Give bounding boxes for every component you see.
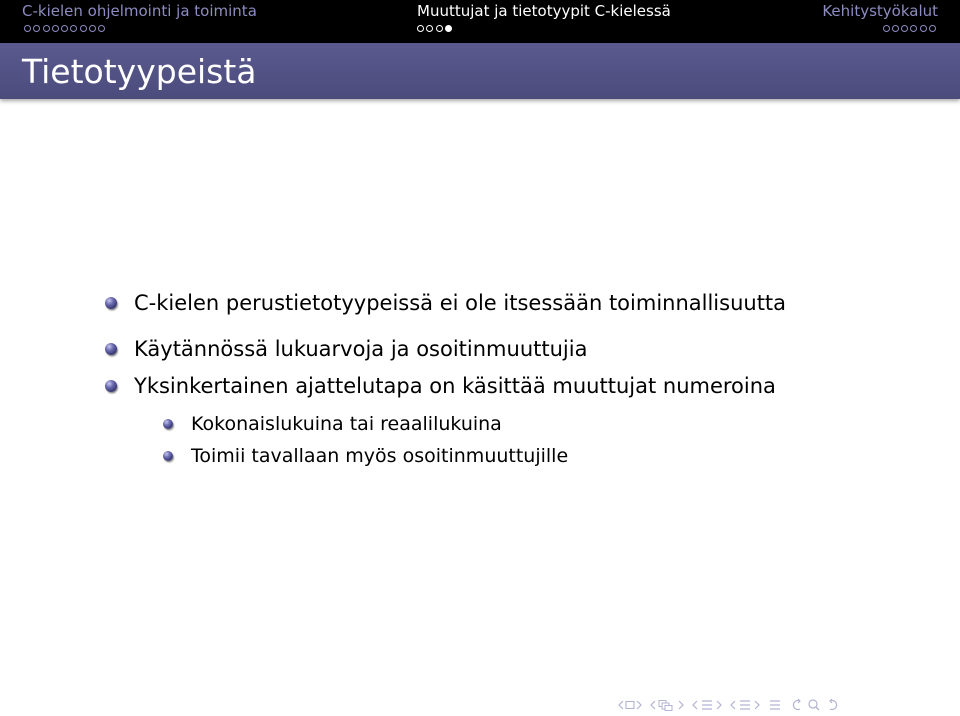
bullet-text: C-kielen perustietotyypeissä ei ole itsessään toiminnallisuutta (134, 291, 787, 315)
section-link-kehitystyokalut[interactable]: Kehitystyökalut (822, 2, 938, 20)
bullet-ball-icon (105, 380, 117, 392)
sub-bullet-text: Kokonaislukuina tai reaalilukuina (191, 413, 502, 435)
bullet-ball-icon (105, 343, 117, 355)
prev-next-subsection-icon[interactable] (650, 699, 684, 711)
bullet-text: Käytännössä lukuarvoja ja osoitinmuuttujia (134, 337, 588, 361)
align-icon[interactable] (768, 699, 782, 711)
sub-bullet-ball-icon (163, 419, 173, 429)
prev-next-section-icon[interactable] (692, 699, 722, 711)
sub-bullet-text: Toimii tavallaan myös osoitinmuuttujille (191, 445, 569, 467)
section-link-muuttujat[interactable]: Muuttujat ja tietotyypit C-kielessä (417, 2, 671, 20)
navigation-symbols (618, 696, 842, 714)
bullet-text: Yksinkertainen ajattelutapa on käsittää muuttujat numeroina (134, 374, 776, 398)
frame-title: Tietotyypeistä (22, 52, 257, 91)
sub-bullet-ball-icon (163, 451, 173, 461)
search-icon[interactable] (790, 698, 842, 712)
prev-next-frame-icon[interactable] (618, 699, 642, 711)
section-link-c-kielen-ohjelmointi[interactable]: C-kielen ohjelmointi ja toiminta (22, 2, 257, 20)
bullet-ball-icon (105, 297, 117, 309)
prev-next-document-icon[interactable] (730, 699, 760, 711)
